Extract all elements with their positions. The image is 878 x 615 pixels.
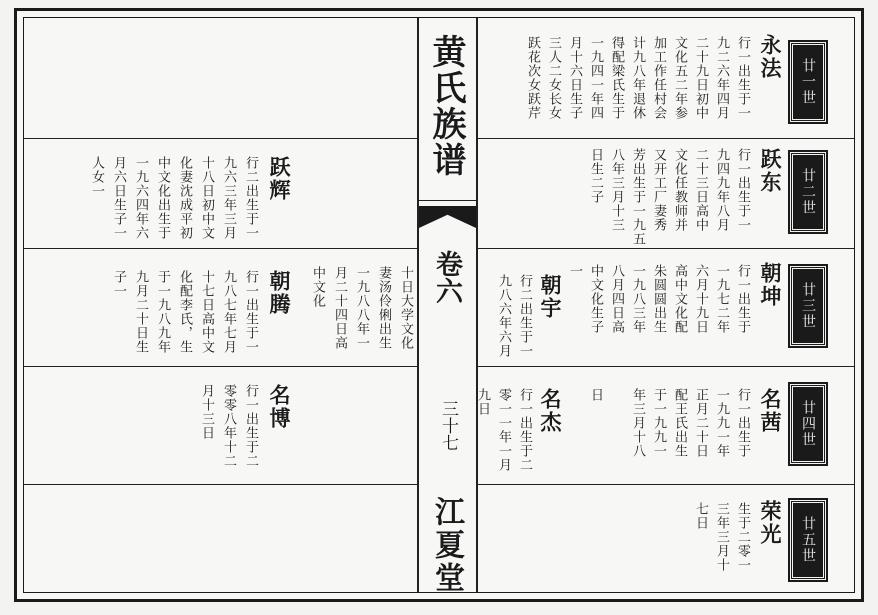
- bio-line: 九二六年四月: [713, 36, 729, 120]
- bio-line: 八月四日高: [608, 264, 624, 334]
- bio-line: 一: [566, 264, 582, 278]
- bio-line: 人女一: [88, 156, 104, 198]
- left-page: [24, 18, 417, 592]
- generation-badge: 廿二世: [790, 152, 826, 232]
- row-divider: [478, 366, 854, 367]
- person-name: 朝宇: [538, 274, 563, 320]
- bio-line: 九八六年六月: [495, 274, 511, 358]
- bio-line: 九四九年八月: [713, 148, 729, 232]
- bio-line: 二十三日高中: [692, 148, 708, 232]
- bio-line: 于一九八九年: [154, 270, 170, 354]
- bio-line: 行一出生于一: [734, 36, 750, 120]
- bio-line: 行一出生于二: [242, 384, 258, 468]
- person-name: 荣光: [758, 500, 783, 546]
- bio-line: 九月二十日生: [132, 270, 148, 354]
- bio-line: 子一: [110, 270, 126, 298]
- person-name: 名博: [267, 384, 292, 430]
- bio-line: 跃花次女跃芹: [524, 36, 540, 120]
- generation-badge: 廿一世: [790, 42, 826, 122]
- person-name: 跃辉: [267, 156, 292, 202]
- bio-line: 中文化生子: [587, 264, 603, 334]
- bio-line: 一九七二年: [713, 264, 729, 334]
- bio-line: 中文化: [309, 266, 325, 308]
- bio-line: 行一出生于一: [242, 270, 258, 354]
- person-name: 跃东: [758, 148, 783, 194]
- bio-line: 高中文化配: [671, 264, 687, 334]
- bio-line: 十日大学文化: [397, 266, 413, 350]
- row-divider: [24, 138, 417, 139]
- bio-line: 月十六日生子: [566, 36, 582, 120]
- bio-line: 一九四一年四: [587, 36, 603, 120]
- bio-line: 行二出生于一: [242, 156, 258, 240]
- bio-line: 六月十九日: [692, 264, 708, 334]
- bio-line: 一九六四年六: [132, 156, 148, 240]
- row-divider: [24, 248, 417, 249]
- bio-line: 行一出生于: [734, 264, 750, 334]
- bio-line: 月十三日: [198, 384, 214, 440]
- hall-name: 江夏堂: [429, 496, 464, 595]
- bio-line: 行一出生于一: [734, 148, 750, 232]
- generation-badge: 廿五世: [790, 500, 826, 580]
- row-divider: [478, 248, 854, 249]
- person-name: 名茜: [758, 388, 783, 434]
- bio-line: 日: [587, 388, 603, 402]
- bio-line: 二十九日初中: [692, 36, 708, 120]
- bio-line: 文化任教师并: [671, 148, 687, 232]
- bio-line: 朱圆圆出生: [650, 264, 666, 334]
- bio-line: 年三月十八: [629, 388, 645, 458]
- bio-line: 芳出生于一九五: [629, 148, 645, 246]
- bio-line: 九八七年七月: [220, 270, 236, 354]
- book-spine: [417, 18, 478, 595]
- page-number: 三十七: [438, 400, 458, 451]
- right-page: [474, 18, 854, 592]
- bio-line: 七日: [692, 502, 708, 530]
- bio-line: 三年三月十: [713, 502, 729, 572]
- bio-line: 十八日初中文: [198, 156, 214, 240]
- bio-line: 加工作任村会: [650, 36, 666, 120]
- row-divider: [478, 138, 854, 139]
- person-name: 永法: [758, 34, 783, 80]
- bio-line: 月六日生子一: [110, 156, 126, 240]
- genealogy-page-frame: [14, 8, 864, 602]
- person-name: 名杰: [538, 388, 563, 434]
- bio-line: 一九八三年: [629, 264, 645, 334]
- bio-line: 零零八年十二: [220, 384, 236, 468]
- generation-badge: 廿三世: [790, 266, 826, 346]
- row-divider: [24, 484, 417, 485]
- row-divider: [478, 484, 854, 485]
- bio-line: 行一出生于: [734, 388, 750, 458]
- bio-line: 八年三月十三: [608, 148, 624, 232]
- bio-line: 行二出生于一: [516, 274, 532, 358]
- bio-line: 文化五二年参: [671, 36, 687, 120]
- generation-badge: 廿四世: [790, 384, 826, 464]
- bio-line: 生于二零一: [734, 502, 750, 572]
- bio-line: 配王氏出生: [671, 388, 687, 458]
- bio-line: 正月二十日: [692, 388, 708, 458]
- fishtail-mark: [419, 206, 476, 228]
- person-name: 朝腾: [267, 270, 292, 316]
- bio-line: 月二十四日高: [331, 266, 347, 350]
- bio-line: 化配李氏，生: [176, 270, 192, 354]
- page-inner-border: [23, 17, 855, 593]
- row-divider: [24, 366, 417, 367]
- bio-line: 得配梁氏生于: [608, 36, 624, 120]
- bio-line: 中文化出生于: [154, 156, 170, 240]
- volume-label: 卷六: [431, 250, 462, 304]
- bio-line: 一九九一年: [713, 388, 729, 458]
- bio-line: 九日: [474, 388, 490, 416]
- book-title: 黄氏族谱: [426, 34, 466, 178]
- bio-line: 十七日高中文: [198, 270, 214, 354]
- person-name: 朝坤: [758, 262, 783, 308]
- bio-line: 行一出生于二: [516, 388, 532, 472]
- bio-line: 又开工厂妻秀: [650, 148, 666, 232]
- spine-divider: [419, 200, 476, 201]
- bio-line: 零一一年一月: [495, 388, 511, 472]
- bio-line: 于一九九一: [650, 388, 666, 458]
- bio-line: 一九八八年一: [353, 266, 369, 350]
- bio-line: 计九八年退休: [629, 36, 645, 120]
- bio-line: 九六三年三月: [220, 156, 236, 240]
- bio-line: 妻汤伶俐出生: [375, 266, 391, 350]
- bio-line: 日生二子: [587, 148, 603, 204]
- bio-line: 化妻沈成平初: [176, 156, 192, 240]
- bio-line: 三人二女长女: [545, 36, 561, 120]
